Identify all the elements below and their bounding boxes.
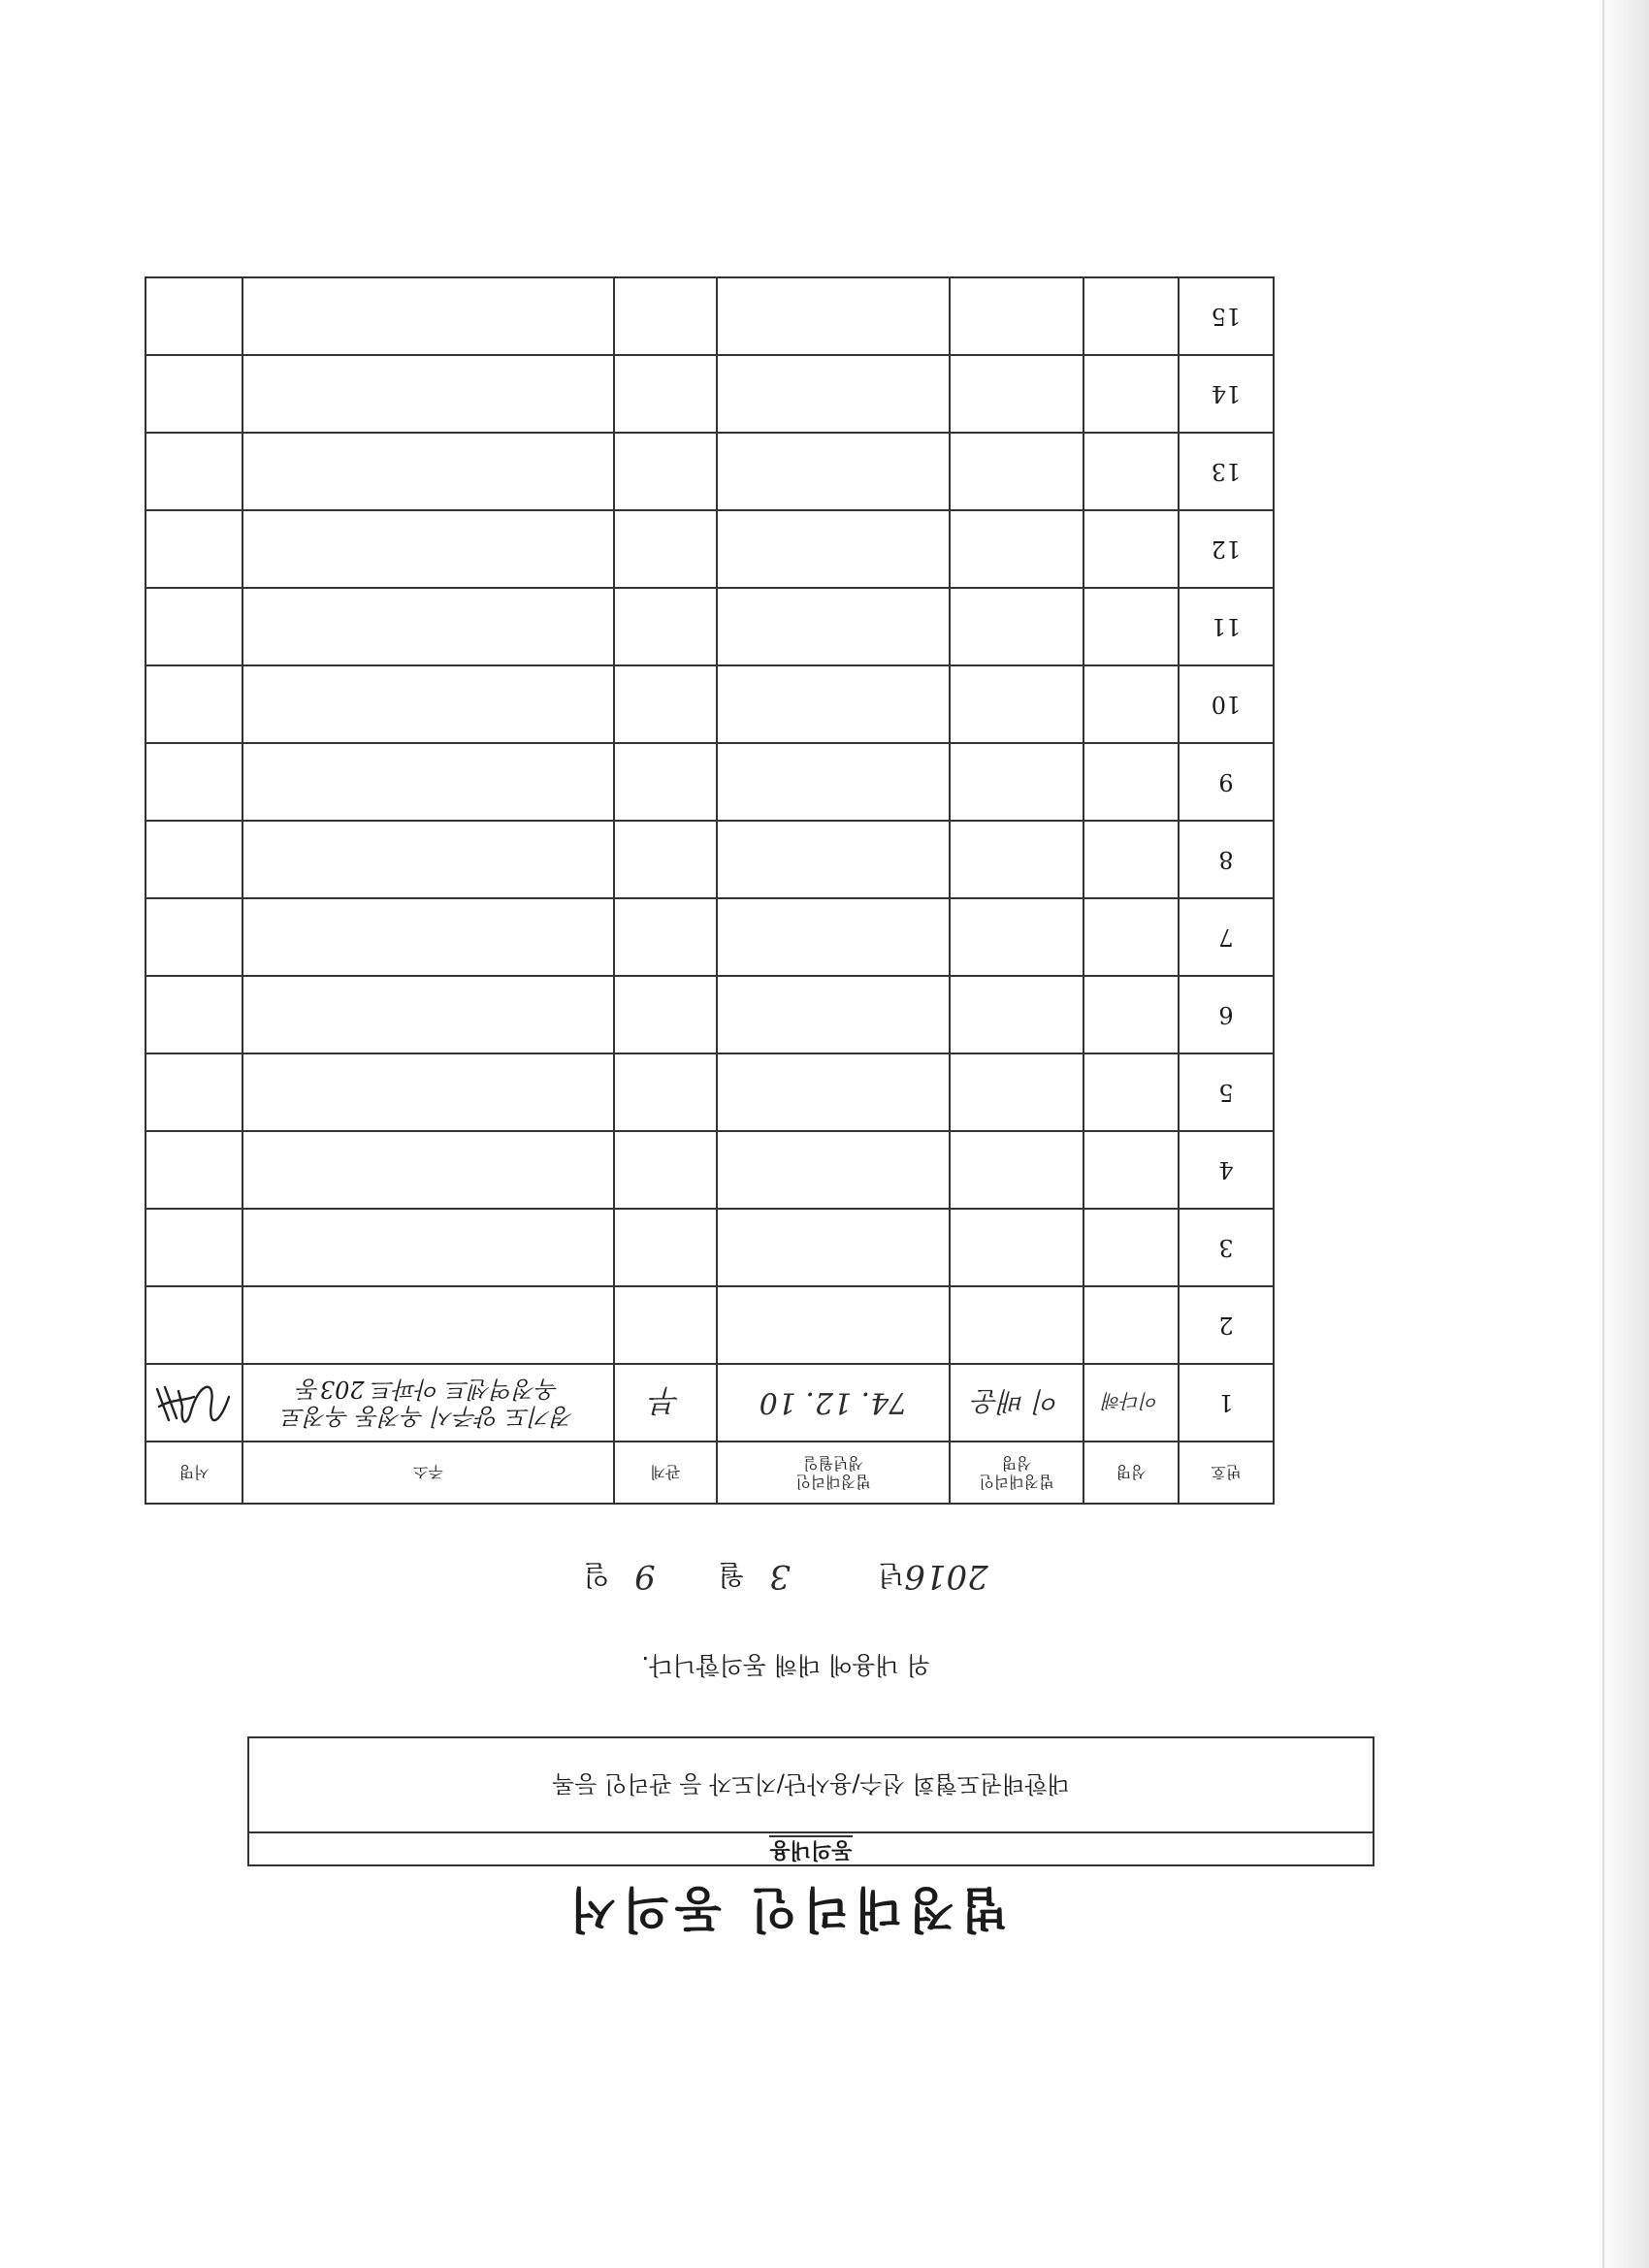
document-title: 법정대리인 동의서 [564, 1881, 1008, 1937]
row-no: 13 [1179, 433, 1274, 510]
row-no: 4 [1179, 1131, 1274, 1209]
date-day-handwritten: 9 [634, 1557, 656, 1596]
row-address [242, 1364, 614, 1442]
header-guardian-name-line2: 성명 [1001, 1454, 1032, 1473]
row-no: 2 [1179, 1286, 1274, 1364]
table-row [146, 898, 1274, 976]
table-row [146, 1209, 1274, 1286]
table-row [146, 665, 1274, 743]
row-no: 7 [1179, 898, 1274, 976]
consent-date [272, 1557, 1300, 1596]
guardian-table [145, 276, 1275, 1505]
row-no: 1 [1179, 1364, 1274, 1442]
row-no: 15 [1179, 277, 1274, 355]
header-no: 번호 [1179, 1442, 1274, 1504]
table-row [146, 1364, 1274, 1442]
row-signature [146, 1364, 242, 1442]
row-guardian-birth: 74. 12. 10 [717, 1364, 950, 1442]
row-no: 9 [1179, 743, 1274, 821]
date-month-handwritten: 3 [769, 1557, 791, 1596]
row-no: 14 [1179, 355, 1274, 433]
date-month-suffix: 월 [718, 1559, 745, 1591]
table-row [146, 1053, 1274, 1131]
header-guardian-birth [717, 1442, 950, 1504]
header-guardian-birth-line2: 생년월일 [803, 1454, 863, 1473]
header-guardian-name [950, 1442, 1083, 1504]
row-address-line2: 옥정역센트 아파트 203동 [297, 1376, 560, 1403]
row-no: 12 [1179, 510, 1274, 588]
handwritten-signature-icon [151, 1376, 237, 1436]
table-row [146, 433, 1274, 510]
header-name: 성명 [1083, 1442, 1179, 1504]
row-no: 5 [1179, 1053, 1274, 1131]
table-row [146, 510, 1274, 588]
table-row [146, 743, 1274, 821]
row-name: 이다해 [1083, 1364, 1179, 1442]
table-row [146, 1131, 1274, 1209]
header-signature: 서명 [146, 1442, 242, 1504]
table-row [146, 277, 1274, 355]
row-no: 10 [1179, 665, 1274, 743]
row-address-line1: 경기도 양주시 옥정동 옥정로 [281, 1403, 575, 1430]
header-address: 주소 [242, 1442, 614, 1504]
consent-text: 대한태권도협회 선수/용사단/지도자 등 관리인 등록 [552, 1770, 1070, 1798]
agree-statement: 위 내용에 대해 동의합니다. [641, 1651, 930, 1679]
date-year-handwritten: 2016 [904, 1557, 988, 1596]
row-guardian-name: 이 배운 [950, 1364, 1083, 1442]
row-no: 8 [1179, 821, 1274, 898]
date-day-suffix: 일 [583, 1559, 610, 1591]
table-row [146, 976, 1274, 1053]
consent-content-box [247, 1736, 1374, 1866]
table-header-row [146, 1442, 1274, 1504]
header-guardian-name-line1: 법정대리인 [979, 1473, 1054, 1491]
row-no: 6 [1179, 976, 1274, 1053]
consent-heading [249, 1831, 1373, 1864]
row-relation: 부 [614, 1364, 717, 1442]
table-row [146, 821, 1274, 898]
consent-heading-label: 동의내용 [769, 1837, 853, 1862]
table-row [146, 355, 1274, 433]
header-relation: 관계 [614, 1442, 717, 1504]
header-guardian-birth-line1: 법정대리인 [795, 1473, 871, 1491]
row-no: 3 [1179, 1209, 1274, 1286]
table-row [146, 588, 1274, 665]
row-no: 11 [1179, 588, 1274, 665]
date-year-suffix: 년 [878, 1559, 905, 1591]
table-row [146, 1286, 1274, 1364]
